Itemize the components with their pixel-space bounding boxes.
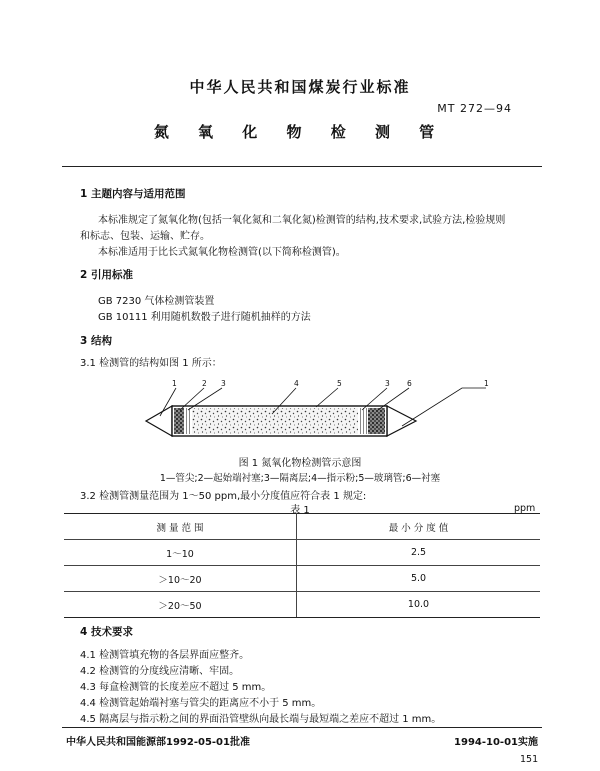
table-cell: ＞20～50	[64, 592, 297, 618]
table-cell: 1～10	[64, 540, 297, 566]
table-cell: 2.5	[297, 540, 541, 566]
tube-tip-left	[146, 406, 172, 436]
figure-label: 3	[385, 379, 390, 388]
reference-item: GB 10111 利用随机数骰子进行随机抽样的方法	[98, 312, 311, 323]
requirement-item: 4.5 隔离层与指示粉之间的界面沿管壁纵向最长端与最短端之差应不超过 1 mm。	[80, 714, 442, 725]
table-cell: 10.0	[297, 592, 541, 618]
figure-label: 1	[172, 379, 177, 388]
requirement-item: 4.1 检测管填充物的各层界面应整齐。	[80, 650, 250, 661]
tube-tip-right	[387, 406, 416, 436]
indicator-powder	[192, 408, 358, 434]
figure-label: 4	[294, 379, 299, 388]
section-1-para-2: 本标准适用于比长式氮氧化物检测管(以下简称检测管)。	[98, 247, 346, 258]
table-unit: ppm	[514, 503, 536, 514]
requirement-item: 4.2 检测管的分度线应清晰、牢固。	[80, 666, 240, 677]
table-row	[64, 540, 540, 566]
table-row	[64, 566, 540, 592]
reference-item: GB 7230 气体检测管装置	[98, 296, 215, 307]
isolation-layer-right	[358, 408, 368, 434]
section-2-heading: 2 引用标准	[80, 269, 133, 281]
clause-3-2: 3.2 检测管测量范围为 1～50 ppm,最小分度值应符合表 1 规定:	[80, 491, 367, 502]
table-caption: 表 1	[290, 505, 310, 516]
table-header-cell: 最 小 分 度 值	[297, 514, 541, 540]
table-row	[64, 592, 540, 618]
figure-label: 3	[221, 379, 226, 388]
requirement-item: 4.3 每盒检测管的长度差应不超过 5 mm。	[80, 682, 272, 693]
issuing-organization: 中华人民共和国煤炭行业标准	[189, 78, 411, 96]
figure-label: 6	[407, 379, 412, 388]
standard-number: MT 272—94	[437, 102, 512, 115]
section-1-heading: 1 主题内容与适用范围	[80, 188, 186, 200]
table-cell: ＞10～20	[64, 566, 297, 592]
table-header-row	[64, 514, 540, 540]
page-number: 151	[520, 754, 539, 765]
effective-date: 1994-10-01实施	[454, 737, 538, 748]
section-1-para-1: 本标准规定了氮氧化物(包括一氧化氮和二氧化氮)检测管的结构,技术要求,试验方法,检验规则	[98, 215, 506, 226]
section-1-para-1-cont: 和标志、包装、运输、贮存。	[80, 231, 210, 242]
detection-tube-figure	[0, 370, 600, 450]
measurement-range-table	[64, 513, 540, 618]
approval-line: 中华人民共和国能源部1992-05-01批准	[66, 737, 250, 748]
isolation-layer-left	[184, 408, 192, 434]
figure-label: 1	[484, 379, 489, 388]
figure-label: 2	[202, 379, 207, 388]
figure-label: 5	[337, 379, 342, 388]
figure-caption: 图 1 氮氧化物检测管示意图	[238, 458, 362, 469]
header-rule	[62, 166, 542, 167]
table-cell: 5.0	[297, 566, 541, 592]
footer-rule	[62, 727, 542, 728]
section-4-heading: 4 技术要求	[80, 626, 133, 638]
start-plug	[174, 408, 184, 434]
end-plug	[368, 408, 385, 434]
section-3-heading: 3 结构	[80, 335, 112, 347]
figure-legend: 1—管尖;2—起始端衬塞;3—隔离层;4—指示粉;5—玻璃管;6—衬塞	[159, 473, 441, 484]
document-title: 氮 氧 化 物 检 测 管	[153, 123, 447, 141]
table-header-cell: 测 量 范 围	[64, 514, 297, 540]
clause-3-1: 3.1 检测管的结构如图 1 所示：	[80, 358, 222, 369]
requirement-item: 4.4 检测管起始端衬塞与管尖的距离应不小于 5 mm。	[80, 698, 322, 709]
